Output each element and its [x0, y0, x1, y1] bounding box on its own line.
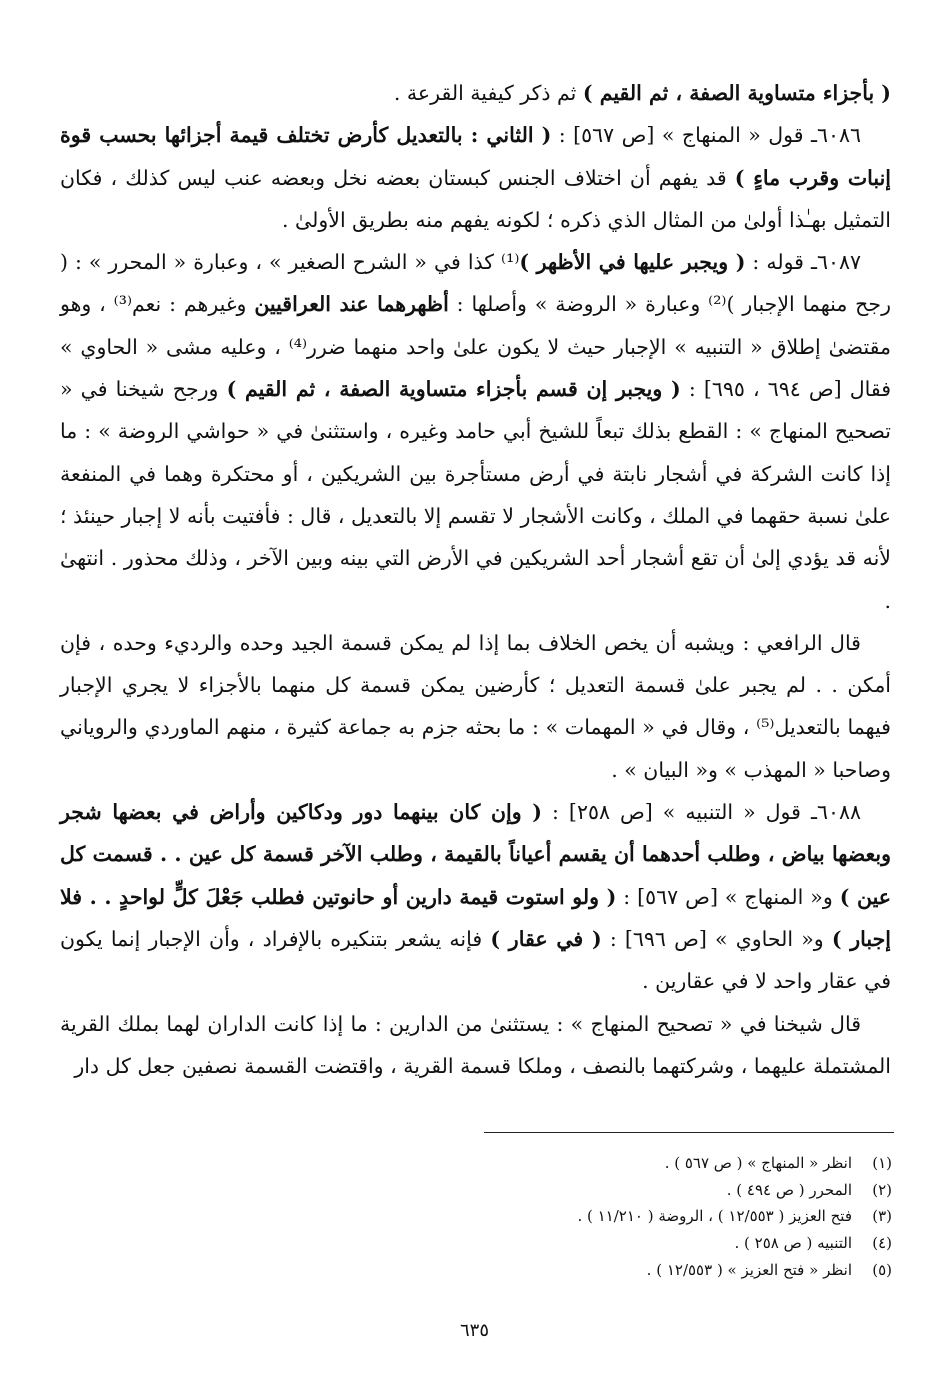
paragraph — [60, 622, 891, 791]
text-run: ثم ذكر كيفية القرعة . — [393, 81, 583, 105]
footnote-text: فتح العزيز ( ١٢/٥٥٣ ) ، الروضة ( ١١/٢١٠ ) . — [577, 1207, 852, 1226]
footnote — [60, 1177, 892, 1204]
text-run: و« الحاوي » [ص ٦٩٦] : — [601, 926, 832, 951]
footnote — [60, 1230, 892, 1257]
paragraph — [60, 791, 891, 1002]
text-run: قد يفهم أن اختلاف الجنس كبستان بعضه نخل وبعضه عنب ليس كذلك ، فكان التمثيل بهـٰذا أولىٰ من المثال الذي ذكره ؛ لكونه يفهم منه بطريق الأولىٰ . — [60, 165, 891, 232]
bold-text-run: ( وإن كان بينهما دور ودكاكين وأراض في بعضها شجر وبعضها بياض ، وطلب أحدهما أن يقسم أعياناً بالقيمة ، وطلب الآخر قسمة كل عين . . قسمت كل عين ) — [60, 800, 891, 909]
text-run: ورجح شيخنا في « تصحيح المنهاج » : القطع بذلك تبعاً للشيخ أبي حامد وغيره ، واستثنىٰ في « حواشي الروضة » : ما إذا كانت الشركة في أشجار نابتة في أرض مستأجرة بين الشريكين ، أو محتكرة وهما في المنفعة علىٰ نسبة حقهما في الملك ، وكانت الأشجار لا تقسم إلا بالتعديل ، قال : فأفتيت بأنه لا إجبار حينئذ ؛ لأنه قد يؤدي إلىٰ أن تقع أشجار أحد الشريكين في الأرض التي بينه وبين الآخر ، وذلك محذور . انتهىٰ . — [60, 377, 891, 613]
paragraph — [60, 1003, 891, 1088]
text-run: قال شيخنا في « تصحيح المنهاج » : يستثنىٰ من الدارين : ما إذا كانت الداران لهما بملك القرية المشتملة عليهما ، وشركتهما بالنصف ، وملكا قسمة القرية ، واقتضت القسمة نصفين جعل كل دار — [60, 1011, 891, 1078]
footnote-text: التنبيه ( ص ٢٥٨ ) . — [734, 1234, 852, 1253]
footnote-text: انظر « فتح العزيز » ( ١٢/٥٥٣ ) . — [646, 1260, 852, 1279]
footnote-text: انظر « المنهاج » ( ص ٥٦٧ ) . — [664, 1154, 852, 1172]
footnote-number: (٤) — [872, 1234, 892, 1253]
footnote-number: (٢) — [872, 1180, 892, 1199]
paragraph — [60, 241, 891, 622]
text-run: فإنه يشعر بتنكيره بالإفراد ، وأن الإجبار إنما يكون في عقار واحد لا في عقارين . — [60, 926, 891, 994]
main-text — [60, 72, 891, 1087]
bold-text-run: ( في عقار ) — [490, 926, 602, 951]
bold-text-run: ( ويجبر إن قسم بأجزاء متساوية الصفة ، ثم القيم ) — [226, 377, 681, 402]
text-run: ٦٠٨٧ـ قوله : — [745, 250, 862, 275]
footnote-divider — [484, 1132, 894, 1133]
text-run: ٦٠٨٦ـ قول « المنهاج » [ص ٥٦٧] : — [551, 123, 862, 148]
text-run: وغيرهم : نعم⁽³⁾ ، وهو مقتضىٰ إطلاق « التنبيه » الإجبار حيث لا يكون علىٰ واحد منهما ضرر⁽⁴⁾ ، وعليه مشى « الحاوي » فقال [ص ٦٩٤ ، ٦٩٥] : — [60, 292, 892, 402]
bold-text-run: ( ويجبر عليها في الأظهر ) — [519, 250, 746, 275]
footnote-number: (١) — [872, 1154, 892, 1172]
footnote-number: (٣) — [872, 1207, 892, 1226]
footnote-number: (٥) — [872, 1260, 892, 1279]
bold-text-run: أظهرهما عند العراقيين — [254, 292, 449, 317]
page-number: ٦٣٥ — [459, 1320, 489, 1341]
bold-text-run: ( الثاني : بالتعديل كأرض تختلف قيمة أجزائها بحسب قوة إنبات وقرب ماءٍ ) — [60, 123, 892, 190]
footnote — [60, 1150, 892, 1177]
text-run: ٦٠٨٨ـ قول « التنبيه » [ص ٢٥٨] : — [541, 800, 861, 825]
text-run: ⁽¹⁾ كذا في « الشرح الصغير » ، وعبارة « المحرر » : ( رجح منهما الإجبار )⁽²⁾ وعبارة « الروضة » وأصلها : — [60, 250, 891, 317]
paragraph — [60, 72, 891, 114]
bold-text-run: ( بأجزاء متساوية الصفة ، ثم القيم ) — [582, 81, 891, 105]
footnotes — [60, 1150, 892, 1284]
footnote-text: المحرر ( ص ٤٩٤ ) . — [726, 1180, 852, 1199]
text-run: و« المنهاج » [ص ٥٦٧] : — [616, 884, 840, 909]
paragraph — [60, 114, 891, 241]
bold-text-run: ( ولو استوت قيمة دارين أو حانوتين فطلب جَعْلَ كلٍّ لواحدٍ . . فلا إجبار ) — [60, 884, 891, 951]
footnote — [60, 1203, 892, 1230]
footnote — [60, 1257, 892, 1284]
text-run: قال الرافعي : ويشبه أن يخص الخلاف بما إذا لم يمكن قسمة الجيد وحده والرديء وحده ، فإن أمكن . . لم يجبر علىٰ قسمة التعديل ؛ كأرضين يمكن قسمة كل منهما بالأجزاء لا يجري الإجبار فيهما بالتعديل⁽⁵⁾ ، وقال في « المهمات » : ما بحثه جزم به جماعة كثيرة ، منهم الماوردي والروياني وصاحبا « المهذب » و« البيان » . — [60, 630, 891, 782]
